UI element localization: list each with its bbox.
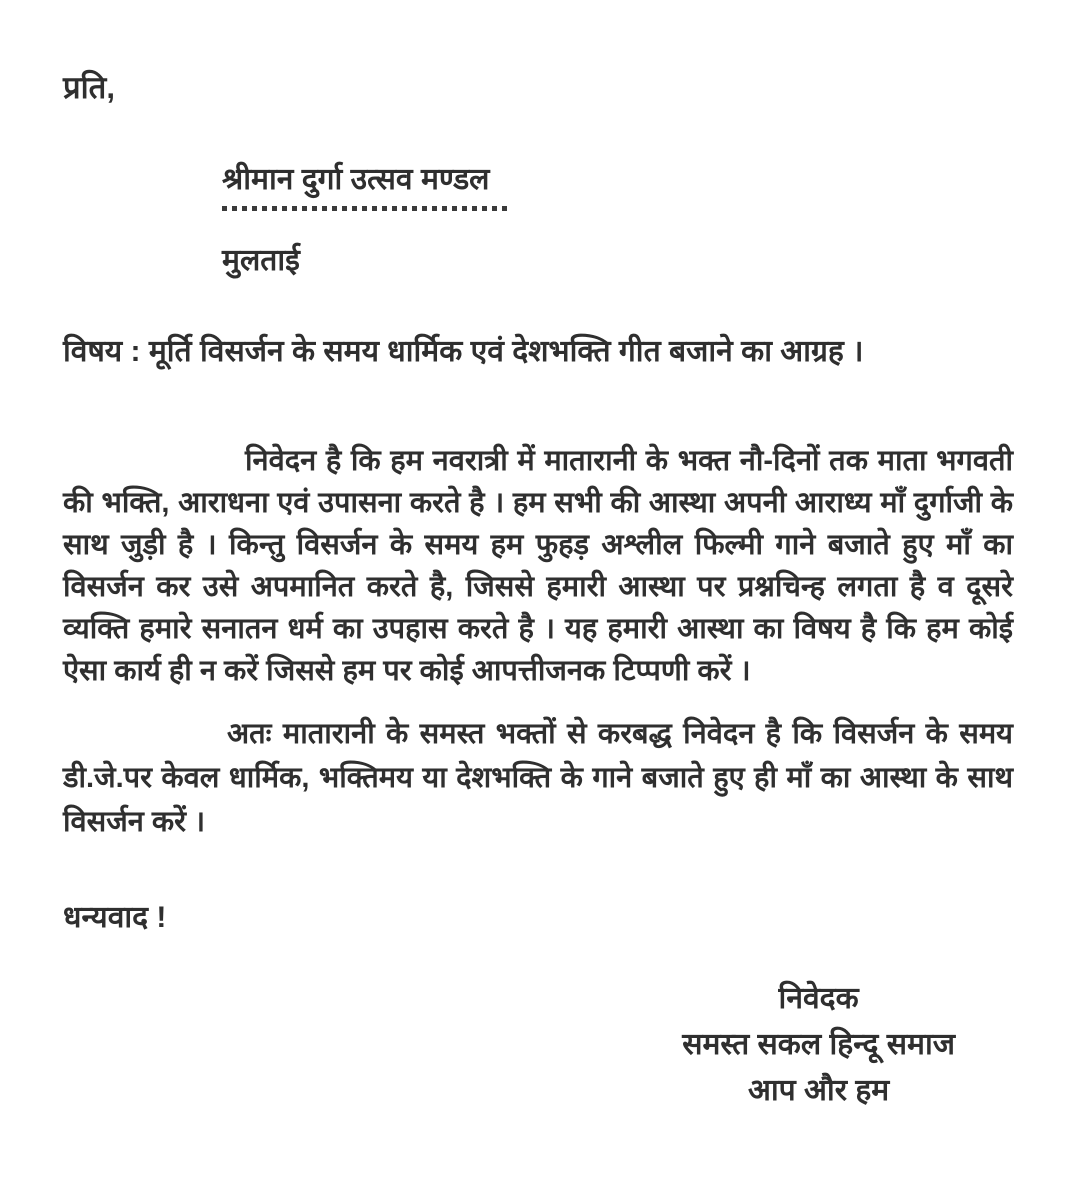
addressee-name: श्रीमान दुर्गा उत्सव मण्डल bbox=[222, 163, 490, 196]
signature-organization: समस्त सकल हिन्दू समाज bbox=[682, 1028, 955, 1061]
subject-line: विषय : मूर्ति विसर्जन के समय धार्मिक एवं देशभक्ति गीत बजाने का आग्रह । bbox=[63, 335, 864, 368]
signature-tagline: आप और हम bbox=[747, 1074, 890, 1107]
salutation: प्रति, bbox=[63, 70, 115, 105]
dotted-underline bbox=[222, 206, 511, 211]
addressee-city: मुलताई bbox=[222, 244, 300, 277]
closing-thanks: धन्यवाद ! bbox=[63, 901, 167, 934]
body-paragraph-1: निवेदन है कि हम नवरात्री में मातारानी के भक्त नौ-दिनों तक माता भगवती की भक्ति, आराधना एवं उपासना करते है । हम सभी की आस्था अपनी आराध्य माँ दुर्गाजी के साथ जुड़ी है । किन्तु विसर्जन के समय हम फुहड़ अश्लील फिल्मी गाने बजाते हुए माँ का विसर्जन कर उसे अपमानित करते है, जिससे हमारी आस्था पर प्रश्नचिन्ह लगता है व दूसरे व्यक्ति हमारे सनातन धर्म का उपहास करते है । यह हमारी आस्था का विषय है कि हम कोई ऐसा कार्य ही न करें जिससे हम पर कोई आपत्तीजनक टिप्पणी करें । bbox=[63, 445, 1013, 687]
signature-role: निवेदक bbox=[778, 982, 859, 1015]
body-paragraph-2: अतः मातारानी के समस्त भक्तों से करबद्ध निवेदन है कि विसर्जन के समय डी.जे.पर केवल धार्मिक, भक्तिमय या देशभक्ति के गाने बजाते हुए ही माँ का आस्था के साथ विसर्जन करें । bbox=[63, 718, 1013, 838]
signature-block bbox=[682, 976, 955, 1114]
addressee-block bbox=[222, 162, 1013, 279]
